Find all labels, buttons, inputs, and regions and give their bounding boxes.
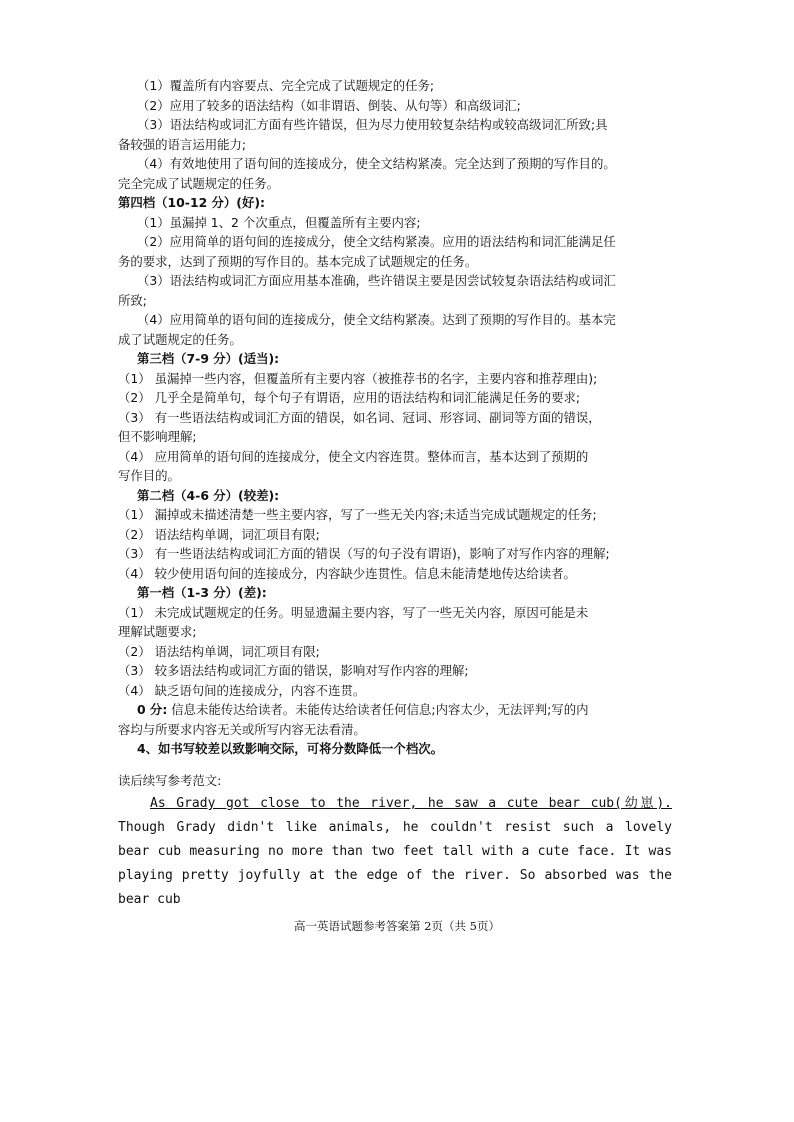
level4-item: （3）语法结构或词汇方面应用基本准确，些许错误主要是因尝试较复杂语法结构或词汇: [137, 273, 616, 288]
level1-item: （3） 较多语法结构或词汇方面的错误，影响对写作内容的理解;: [118, 663, 469, 678]
level3-item: 但不影响理解;: [118, 429, 197, 444]
sample-title: 读后续写参考范文:: [118, 773, 222, 788]
level4-item: （4）应用简单的语句间的连接成分，使全文结构紧凑。达到了预期的写作目的。基本完: [137, 312, 616, 327]
level4-item: 成了试题规定的任务。: [118, 331, 242, 347]
level3-item: 写作目的。: [118, 468, 180, 483]
criteria-level5-tail: [118, 76, 673, 759]
level4-item: （1）虽漏掉 1、2 个次重点，但覆盖所有主要内容;: [137, 214, 421, 230]
level0-text-cont: 容均与所要求内容无关或所写内容无法看清。: [118, 721, 366, 737]
criteria-line: （2）应用了较多的语法结构（如非谓语、倒装、从句等）和高级词汇;: [137, 97, 521, 113]
criteria-line: （4）有效地使用了语句间的连接成分，使全文结构紧凑。完全达到了预期的写作目的。: [137, 156, 616, 171]
level0-line: [118, 700, 673, 720]
sample-body: Though Grady didn't like animals, he couldn't resist such a lovely bear cub measuring no more than two feet tall with a cute face. It was playing pretty joyfully at the edge of the river. So absorbed was the bear cub: [118, 820, 672, 907]
level3-item: （2） 几乎全是简单句，每个句子有谓语，应用的语法结构和词汇能满足任务的要求;: [118, 390, 581, 405]
level3-item: （3） 有一些语法结构或词汇方面的错误，如名词、冠词、形容词、副词等方面的错误，: [118, 409, 601, 425]
criteria-line: （3）语法结构或词汇方面有些许错误，但为尽力使用较复杂结构或较高级词汇所致;具: [137, 117, 608, 132]
level4-item: 务的要求，达到了预期的写作目的。基本完成了试题规定的任务。: [118, 253, 478, 269]
level1-item: （1） 未完成试题规定的任务。明显遗漏主要内容，写了一些无关内容，原因可能是未: [118, 604, 589, 620]
level3-item: （4） 应用简单的语句间的连接成分，使全文内容连贯。整体而言，基本达到了预期的: [118, 448, 589, 464]
criteria-line: 备较强的语言运用能力;: [118, 136, 247, 152]
level2-heading: 第二档（4-6 分）(较差):: [137, 487, 280, 503]
level3-item: （1） 虽漏掉一些内容，但覆盖所有主要内容（被推荐书的名字，主要内容和推荐理由);: [118, 370, 598, 386]
handwriting-note: 4、如书写较差以致影响交际，可将分数降低一个档次。: [137, 741, 443, 756]
level4-item: 所致;: [118, 292, 147, 308]
page-footer: 高一英语试题参考答案第 2页（共 5页）: [294, 919, 500, 933]
level0-label: 0 分:: [137, 702, 168, 717]
level2-item: （2） 语法结构单调，词汇项目有限;: [118, 526, 320, 542]
level1-item: 理解试题要求;: [118, 624, 197, 639]
level2-item: （4） 较少使用语句间的连接成分，内容缺少连贯性。信息未能清楚地传达给读者。: [118, 565, 576, 581]
level1-item: （4） 缺乏语句间的连接成分，内容不连贯。: [118, 682, 366, 698]
level1-heading: 第一档（1-3 分）(差):: [137, 585, 267, 600]
criteria-line: 完全完成了试题规定的任务。: [118, 175, 280, 191]
level4-item: （2）应用简单的语句间的连接成分，使全文结构紧凑。应用的语法结构和词汇能满足任: [137, 234, 616, 249]
level2-item: （3） 有一些语法结构或词汇方面的错误（写的句子没有谓语)，影响了对写作内容的理解;: [118, 546, 610, 561]
sample-opening-sentence: As Grady got close to the river, he saw a cute bear cub(幼崽).: [150, 796, 672, 811]
level0-text: 信息未能传达给读者。未能传达给读者任何信息;内容太少，无法评判;写的内: [171, 702, 589, 717]
sample-essay: [118, 792, 672, 912]
level4-heading: 第四档（10-12 分）(好):: [118, 195, 265, 210]
level3-heading: 第三档（7-9 分）(适当):: [137, 351, 280, 366]
level1-item: （2） 语法结构单调，词汇项目有限;: [118, 643, 320, 659]
level2-item: （1） 漏掉或未描述清楚一些主要内容，写了一些无关内容;未适当完成试题规定的任务;: [118, 507, 597, 522]
criteria-line: （1）覆盖所有内容要点、完全完成了试题规定的任务;: [137, 78, 435, 93]
